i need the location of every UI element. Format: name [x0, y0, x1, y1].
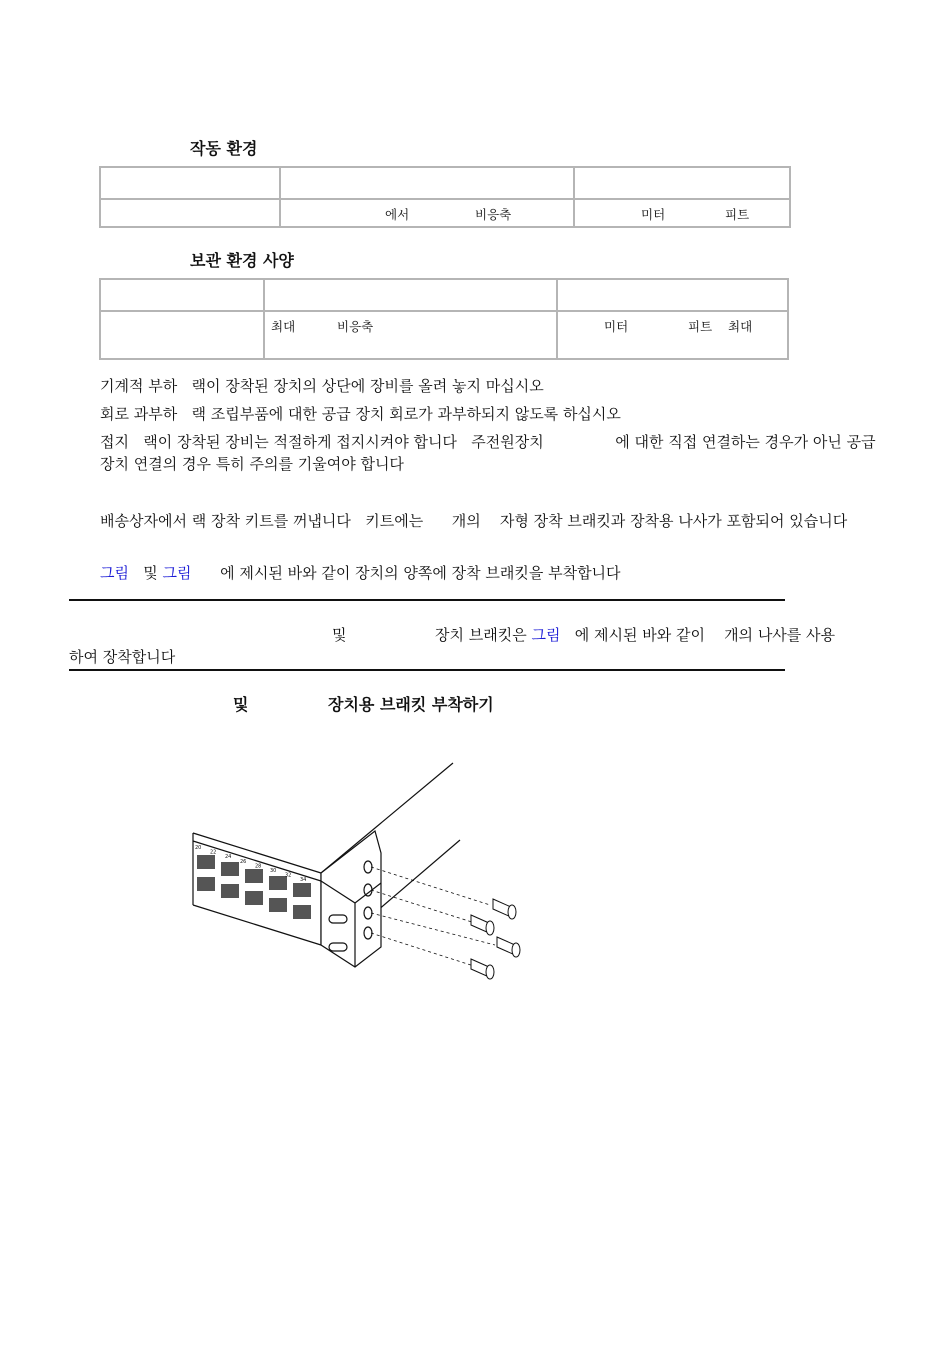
figure-caption-part-b: 장치용 브래킷 부착하기: [328, 695, 494, 714]
note-top-rule: [69, 599, 785, 601]
rack-line: [321, 763, 453, 873]
table-row: [100, 311, 788, 359]
step-remove-kit: 배송상자에서 랙 장착 키트를 꺼냅니다 키트에는 개의 자형 장착 브래킷과 장착용 나사가 포함되어 있습니다: [100, 512, 848, 530]
step-text: 에 제시된 바와 같이 장치의 양쪽에 장착 브래킷을 부착합니다: [191, 564, 621, 582]
port-label: 30: [270, 868, 277, 874]
table-cell: [557, 311, 788, 359]
caution-circuit-overload: 회로 과부하 랙 조립부품에 대한 공급 장치 회로가 과부하되지 않도록 하십시오: [100, 405, 621, 423]
note-text: 에 제시된 바와 같이 개의 나사를 사용: [560, 626, 836, 644]
table-cell: [264, 311, 557, 359]
table-header-cell: [574, 167, 790, 199]
port-label: 22: [210, 849, 217, 856]
table-cell: [100, 311, 264, 359]
humidity-from-text: 에서: [385, 207, 410, 222]
humidity-noncondensing-text: 비응축: [475, 207, 512, 222]
storage-environment-heading: 보관 환경 사양: [190, 251, 294, 270]
port-label: 28: [255, 863, 262, 870]
storage-max-text: 최대: [271, 319, 296, 334]
table-header-cell: [100, 167, 280, 199]
table-header-cell: [557, 279, 788, 311]
step-attach-brackets: [100, 562, 621, 584]
table-cell: [100, 199, 280, 227]
note-line-2: 하여 장착합니다: [69, 648, 176, 666]
port-label: 32: [285, 872, 292, 879]
storage-max2-text: 최대: [728, 319, 753, 334]
screw-icon: [497, 937, 520, 957]
port-label: 24: [225, 854, 232, 861]
screw-icon: [471, 915, 494, 935]
table-row: [100, 199, 790, 227]
step-text: 및: [128, 564, 163, 582]
caution-grounding: 접지 랙이 장착된 장비는 적절하게 접지시켜야 합니다 주전원장치 에 대한 직접 연결하는 경우가 아닌 공급장치 연결의 경우 특히 주의를 기울여야 합니다: [100, 433, 876, 473]
figure-caption-part-a: 및: [233, 695, 249, 714]
storage-noncondensing-text: 비응축: [337, 319, 374, 334]
note-bottom-rule: [69, 669, 785, 671]
operating-environment-table: [99, 166, 791, 228]
screw-icon: [471, 959, 494, 979]
storage-feet-text: 피트: [688, 319, 713, 334]
bracket-attachment-illustration: [185, 755, 535, 985]
table-header-row: [100, 167, 790, 199]
figure-link[interactable]: 그림: [531, 626, 561, 644]
table-cell: [280, 199, 574, 227]
figure-link[interactable]: 그림: [100, 564, 129, 582]
screw-icon: [493, 899, 516, 919]
note-line-1-part-b: [435, 624, 835, 646]
table-header-row: [100, 279, 788, 311]
table-header-cell: [100, 279, 264, 311]
port-label: 34: [300, 877, 307, 884]
altitude-meter-text: 미터: [641, 207, 666, 222]
table-header-cell: [280, 167, 574, 199]
figure-link[interactable]: 그림: [162, 564, 192, 582]
note-line-1-part-a: 및: [332, 626, 347, 644]
port-label: 26: [240, 858, 247, 865]
note-text: 장치 브래킷은: [435, 626, 532, 644]
storage-environment-table: [99, 278, 789, 360]
mounting-bracket: [321, 831, 381, 967]
table-header-cell: [264, 279, 557, 311]
port-label: 20: [195, 845, 202, 851]
operating-environment-heading: 작동 환경: [190, 139, 258, 158]
caution-mechanical-load: 기계적 부하 랙이 장착된 장치의 상단에 장비를 올려 놓지 마십시오: [100, 377, 544, 395]
altitude-feet-text: 피트: [725, 207, 750, 222]
table-cell: [574, 199, 790, 227]
storage-meter-text: 미터: [604, 319, 629, 334]
